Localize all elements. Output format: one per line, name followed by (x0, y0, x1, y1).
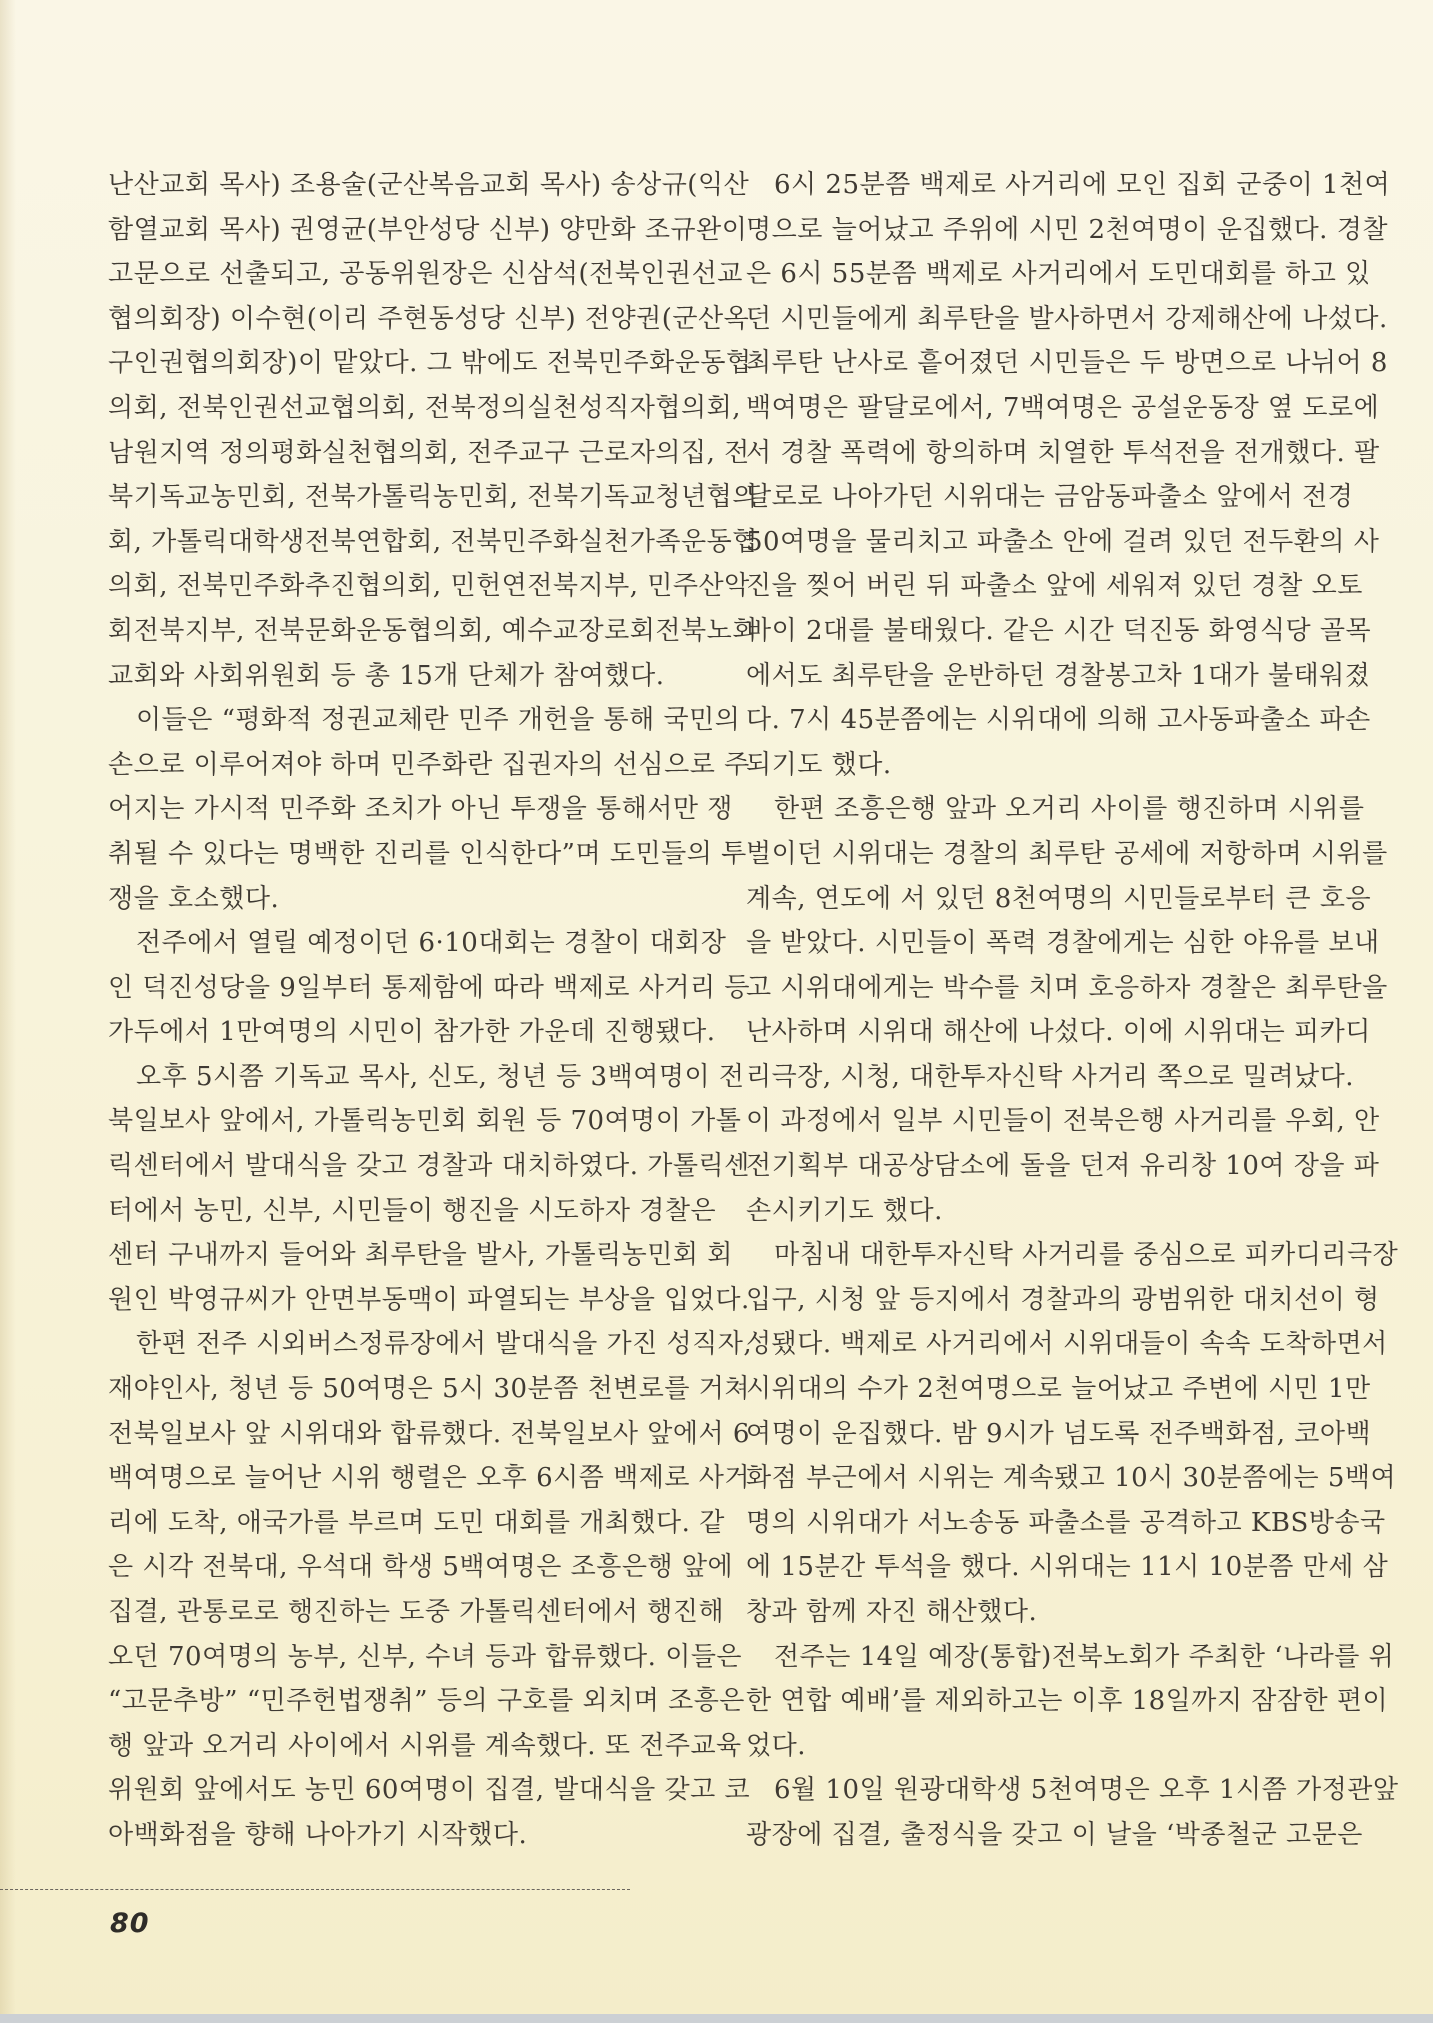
page-bottom-edge (0, 2014, 1433, 2023)
text-line: 취될 수 있다는 명백한 진리를 인식한다”며 도민들의 투 (108, 838, 747, 869)
text-line: 리극장, 시청, 대한투자신탁 사거리 쪽으로 밀려났다. (746, 1061, 1355, 1092)
text-line: 회전북지부, 전북문화운동협의회, 예수교장로회전북노회 (108, 615, 758, 646)
text-line: 구인권협의회장)이 맡았다. 그 밖에도 전북민주화운동협 (108, 348, 752, 379)
text-line: 릭센터에서 발대식을 갖고 경찰과 대치하였다. 가톨릭센 (108, 1151, 750, 1182)
text-line: 쟁을 호소했다. (108, 883, 280, 914)
text-line: 명으로 늘어났고 주위에 시민 2천여명이 운집했다. 경찰 (746, 214, 1388, 245)
text-line: “고문추방” “민주헌법쟁취” 등의 구호를 외치며 조흥은 (108, 1686, 745, 1717)
text-line: 의회, 전북인권선교협의회, 전북정의실천성직자협의회, (108, 392, 741, 423)
text-line: 6월 10일 원광대학생 5천여명은 오후 1시쯤 가정관앞 (774, 1775, 1399, 1806)
text-line: 리에 도착, 애국가를 부르며 도민 대회를 개최했다. 같 (108, 1507, 725, 1538)
text-line: 은 6시 55분쯤 백제로 사거리에서 도민대회를 하고 있 (746, 259, 1371, 290)
text-line: 고 시위대에게는 박수를 치며 호응하자 경찰은 최루탄을 (746, 972, 1388, 1003)
text-line: 손시키기도 했다. (746, 1195, 943, 1226)
right-column (746, 163, 1399, 1858)
footer-divider (0, 1889, 630, 1890)
text-line: 함열교회 목사) 권영균(부안성당 신부) 양만화 조규완이 (108, 214, 748, 245)
text-line: 창과 함께 자진 해산했다. (746, 1597, 1038, 1627)
text-line: 에 15분간 투석을 했다. 시위대는 11시 10분쯤 만세 삼 (746, 1552, 1389, 1583)
text-line: 시위대의 수가 2천여명으로 늘어났고 주변에 시민 1만 (746, 1374, 1371, 1405)
text-line: 은 시각 전북대, 우석대 학생 5백여명은 조흥은행 앞에 (108, 1552, 734, 1583)
text-line: 6시 25분쯤 백제로 사거리에 모인 집회 군중이 1천여 (774, 170, 1391, 200)
text-line: 한 연합 예배’를 제외하고는 이후 18일까지 잠잠한 편이 (746, 1686, 1389, 1717)
text-line: 아백화점을 향해 나아가기 시작했다. (108, 1819, 528, 1850)
text-line: 전기획부 대공상담소에 돌을 던져 유리창 10여 장을 파 (746, 1151, 1380, 1182)
text-line: 고문으로 선출되고, 공동위원장은 신삼석(전북인권선교 (108, 259, 743, 290)
text-line: 터에서 농민, 신부, 시민들이 행진을 시도하자 경찰은 (108, 1195, 717, 1226)
text-line: 전주는 14일 예장(통합)전북노회가 주최한 ‘나라를 위 (774, 1641, 1395, 1672)
text-line: 손으로 이루어져야 하며 민주화란 집권자의 선심으로 주 (108, 749, 750, 780)
text-line: 었다. (746, 1730, 806, 1761)
text-line: 계속, 연도에 서 있던 8천여명의 시민들로부터 큰 호응 (746, 883, 1372, 914)
text-line: 되기도 했다. (746, 749, 892, 780)
text-line: 북기독교농민회, 전북가톨릭농민회, 전북기독교청년협의 (108, 482, 758, 513)
text-line: 난사하며 시위대 해산에 나섰다. 이에 시위대는 피카디 (746, 1017, 1371, 1048)
text-line: 오던 70여명의 농부, 신부, 수녀 등과 합류했다. 이들은 (108, 1641, 743, 1672)
text-line: 화점 부근에서 시위는 계속됐고 10시 30분쯤에는 5백여 (746, 1463, 1397, 1494)
text-line: 북일보사 앞에서, 가톨릭농민회 회원 등 70여명이 가톨 (108, 1106, 742, 1137)
text-line: 한편 전주 시외버스정류장에서 발대식을 가진 성직자, (136, 1329, 753, 1360)
text-line: 원인 박영규씨가 안면부동맥이 파열되는 부상을 입었다. (108, 1284, 750, 1315)
text-line: 전북일보사 앞 시위대와 합류했다. 전북일보사 앞에서 6 (108, 1418, 750, 1449)
text-line: 센터 구내까지 들어와 최루탄을 발사, 가톨릭농민회 회 (108, 1240, 733, 1271)
text-line: 바이 2대를 불태웠다. 같은 시간 덕진동 화영식당 골목 (746, 615, 1372, 646)
text-line: 최루탄 난사로 흩어졌던 시민들은 두 방면으로 나뉘어 8 (746, 348, 1388, 379)
text-line: 어지는 가시적 민주화 조치가 아닌 투쟁을 통해서만 쟁 (108, 794, 733, 825)
text-line: 광장에 집결, 출정식을 갖고 이 날을 ‘박종철군 고문은 (746, 1819, 1363, 1850)
text-line: 재야인사, 청년 등 50여명은 5시 30분쯤 천변로를 거쳐 (108, 1374, 751, 1405)
text-line: 백여명으로 늘어난 시위 행렬은 오후 6시쯤 백제로 사거 (108, 1463, 750, 1494)
text-line: 50여명을 물리치고 파출소 안에 걸려 있던 전두환의 사 (746, 526, 1380, 557)
text-line: 마침내 대한투자신탁 사거리를 중심으로 피카디리극장 (774, 1240, 1399, 1271)
text-line: 여명이 운집했다. 밤 9시가 넘도록 전주백화점, 코아백 (746, 1418, 1372, 1449)
text-line: 오후 5시쯤 기독교 목사, 신도, 청년 등 3백여명이 전 (136, 1061, 745, 1092)
text-line: 교회와 사회위원회 등 총 15개 단체가 참여했다. (108, 660, 665, 691)
left-column (108, 163, 758, 1858)
page-number: 80 (110, 1908, 150, 1939)
text-line: 달로로 나아가던 시위대는 금암동파출소 앞에서 전경 (746, 482, 1354, 513)
text-line: 이들은 “평화적 정권교체란 민주 개헌을 통해 국민의 (136, 705, 741, 736)
text-line: 던 시민들에게 최루탄을 발사하면서 강제해산에 나섰다. (746, 303, 1388, 334)
text-line: 가두에서 1만여명의 시민이 참가한 가운데 진행됐다. (108, 1017, 716, 1048)
text-line: 성됐다. 백제로 사거리에서 시위대들이 속속 도착하면서 (746, 1329, 1388, 1360)
text-line: 서 경찰 폭력에 항의하며 치열한 투석전을 전개했다. 팔 (746, 437, 1380, 468)
text-line: 위원회 앞에서도 농민 60여명이 집결, 발대식을 갖고 코 (108, 1775, 751, 1806)
text-line: 벌이던 시위대는 경찰의 최루탄 공세에 저항하며 시위를 (746, 838, 1388, 869)
page-left-edge-shading (0, 0, 16, 2014)
text-line: 입구, 시청 앞 등지에서 경찰과의 광범위한 대치선이 형 (746, 1284, 1380, 1315)
text-line: 백여명은 팔달로에서, 7백여명은 공설운동장 옆 도로에 (746, 392, 1380, 423)
text-line: 전주에서 열릴 예정이던 6·10대회는 경찰이 대회장 (136, 928, 727, 959)
text-line: 의회, 전북민주화추진협의회, 민헌연전북지부, 민주산악 (108, 571, 750, 602)
text-line: 회, 가톨릭대학생전북연합회, 전북민주화실천가족운동협 (108, 526, 758, 557)
text-line: 인 덕진성당을 9일부터 통제함에 따라 백제로 사거리 등 (108, 972, 750, 1003)
text-line: 한편 조흥은행 앞과 오거리 사이를 행진하며 시위를 (774, 794, 1365, 825)
text-line: 진을 찢어 버린 뒤 파출소 앞에 세워져 있던 경찰 오토 (746, 571, 1363, 602)
text-line: 명의 시위대가 서노송동 파출소를 공격하고 KBS방송국 (746, 1507, 1386, 1538)
text-line: 집결, 관통로로 행진하는 도중 가톨릭센터에서 행진해 (108, 1597, 725, 1627)
text-line: 행 앞과 오거리 사이에서 시위를 계속했다. 또 전주교육 (108, 1730, 742, 1761)
text-line: 난산교회 목사) 조용술(군산복음교회 목사) 송상규(익산 (108, 170, 750, 200)
text-line: 을 받았다. 시민들이 폭력 경찰에게는 심한 야유를 보내 (746, 928, 1380, 959)
text-line: 협의회장) 이수현(이리 주현동성당 신부) 전양권(군산옥 (108, 303, 750, 334)
text-line: 다. 7시 45분쯤에는 시위대에 의해 고사동파출소 파손 (746, 705, 1371, 736)
text-line: 남원지역 정의평화실천협의회, 전주교구 근로자의집, 전 (108, 437, 750, 468)
text-line: 이 과정에서 일부 시민들이 전북은행 사거리를 우회, 안 (746, 1106, 1380, 1137)
text-line: 에서도 최루탄을 운반하던 경찰봉고차 1대가 불태워졌 (746, 660, 1371, 691)
